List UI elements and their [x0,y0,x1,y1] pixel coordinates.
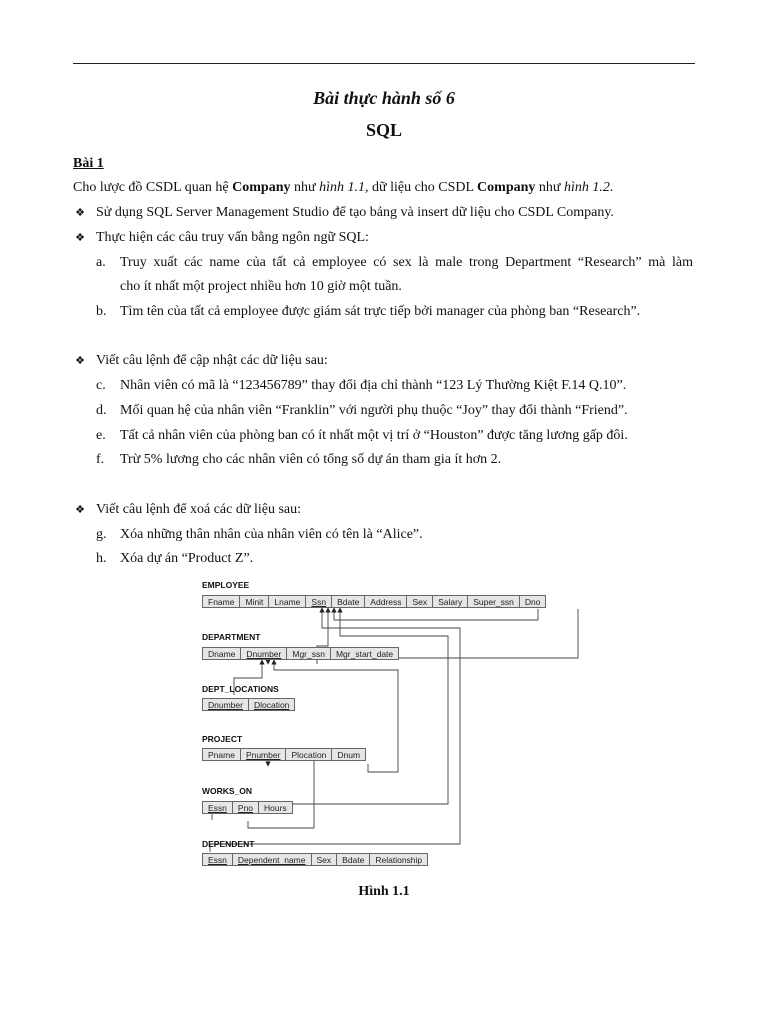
diamond-bullet-icon: ❖ [75,355,85,367]
primary-key-cell [233,853,312,866]
bullet-item: Viết câu lệnh để cập nhật các dữ liệu sau: [96,353,328,368]
item-label: h. [96,551,107,566]
query-item-line: Truy xuất các name của tất cả employee có sex là male trong Department “Research” mà làm [120,255,693,270]
attribute-cell: Bdate [332,595,365,608]
top-rule [73,63,695,64]
page-title: Bài thực hành số 6 [313,88,455,108]
relation-name: DEPENDENT [202,839,255,849]
attribute-cell: Super_ssn [468,595,520,608]
relation-name: DEPT_LOCATIONS [202,684,279,694]
figure-caption: Hình 1.1 [358,884,410,899]
item-label: g. [96,527,107,542]
attribute-cell: Lname [269,595,306,608]
attribute-cell: Plocation [286,748,332,761]
primary-key-cell [202,801,233,814]
primary-key-cell [249,698,295,711]
update-item: Nhân viên có mã là “123456789” thay đổi địa chỉ thành “123 Lý Thường Kiệt F.14 Q.10”. [120,378,627,393]
item-label: c. [96,378,106,393]
query-item-line: cho ít nhất một project nhiều hơn 10 giờ một tuần. [120,279,402,294]
bullet-item: Viết câu lệnh để xoá các dữ liệu sau: [96,502,301,517]
relation-name: DEPARTMENT [202,632,261,642]
attribute-cell: Mgr_start_date [331,647,399,660]
primary-key-cell [202,698,249,711]
attribute-cell: Hours [259,801,293,814]
relation-name: EMPLOYEE [202,580,250,590]
attribute-cell: Dname [202,647,241,660]
attribute-cell: Fname [202,595,240,608]
query-item-line: Tìm tên của tất cả employee được giám sát trực tiếp bởi manager của phòng ban “Research”. [120,304,641,319]
attribute-label: Dnumber [208,700,243,710]
primary-key-cell [202,853,233,866]
diamond-bullet-icon: ❖ [75,232,85,244]
diamond-bullet-icon: ❖ [75,207,85,219]
delete-item: Xóa những thân nhân của nhân viên có tên là “Alice”. [120,527,423,542]
attribute-cell: Pname [202,748,241,761]
relation-row-works-on [202,801,293,815]
relation-row-employee [202,595,546,609]
attribute-label: Ssn [311,597,327,607]
item-label: b. [96,304,107,319]
relation-row-department [202,647,399,661]
bullet-item: Thực hiện các câu truy vấn bằng ngôn ngữ SQL: [96,230,369,245]
attribute-cell: Salary [433,595,468,608]
attribute-cell: Address [365,595,407,608]
bullet-item: Sử dụng SQL Server Management Studio để tạo bảng và insert dữ liệu cho CSDL Company. [96,205,614,220]
attribute-cell: Sex [407,595,433,608]
item-label: e. [96,428,106,443]
relation-row-project [202,748,366,762]
item-label: a. [96,255,106,270]
primary-key-cell [233,801,259,814]
primary-key-cell [241,647,287,660]
attribute-cell: Dno [520,595,547,608]
attribute-cell: Sex [312,853,338,866]
attribute-label: Pnumber [245,750,281,760]
primary-key-cell [241,748,287,761]
update-item: Trừ 5% lương cho các nhân viên có tổng số dự án tham gia ít hơn 2. [120,452,502,467]
attribute-label: Essn [208,803,227,813]
primary-key-cell [306,595,332,608]
update-item: Tất cả nhân viên của phòng ban có ít nhất một vị trí ở “Houston” được tăng lương gấp đôi. [120,428,628,443]
attribute-label: Dlocation [253,700,290,710]
intro-paragraph: Cho lược đồ CSDL quan hệ Company như hình 1.1, dữ liệu cho CSDL Company như hình 1.2. [73,180,614,195]
attribute-label: Dependent_name [237,855,306,865]
page-subtitle: SQL [365,120,403,140]
delete-item: Xóa dự án “Product Z”. [120,551,254,566]
attribute-cell: Bdate [337,853,370,866]
diamond-bullet-icon: ❖ [75,504,85,516]
attribute-cell: Relationship [370,853,428,866]
section-heading: Bài 1 [73,156,104,171]
relation-row-dept-locations [202,698,295,712]
attribute-cell: Mgr_ssn [287,647,331,660]
relation-row-dependent [202,853,428,867]
company-schema-diagram [198,574,594,876]
attribute-cell: Minit [240,595,269,608]
update-item: Mối quan hệ của nhân viên “Franklin” với người phụ thuộc “Joy” thay đổi thành “Friend”. [120,403,628,418]
relation-name: WORKS_ON [202,786,253,796]
item-label: d. [96,403,107,418]
relation-name: PROJECT [202,734,243,744]
attribute-label: Dnumber [246,649,282,659]
attribute-cell: Dnum [332,748,366,761]
item-label: f. [96,452,105,467]
schema-connectors [198,574,594,876]
attribute-label: Pno [237,803,254,813]
attribute-label: Essn [208,855,227,865]
